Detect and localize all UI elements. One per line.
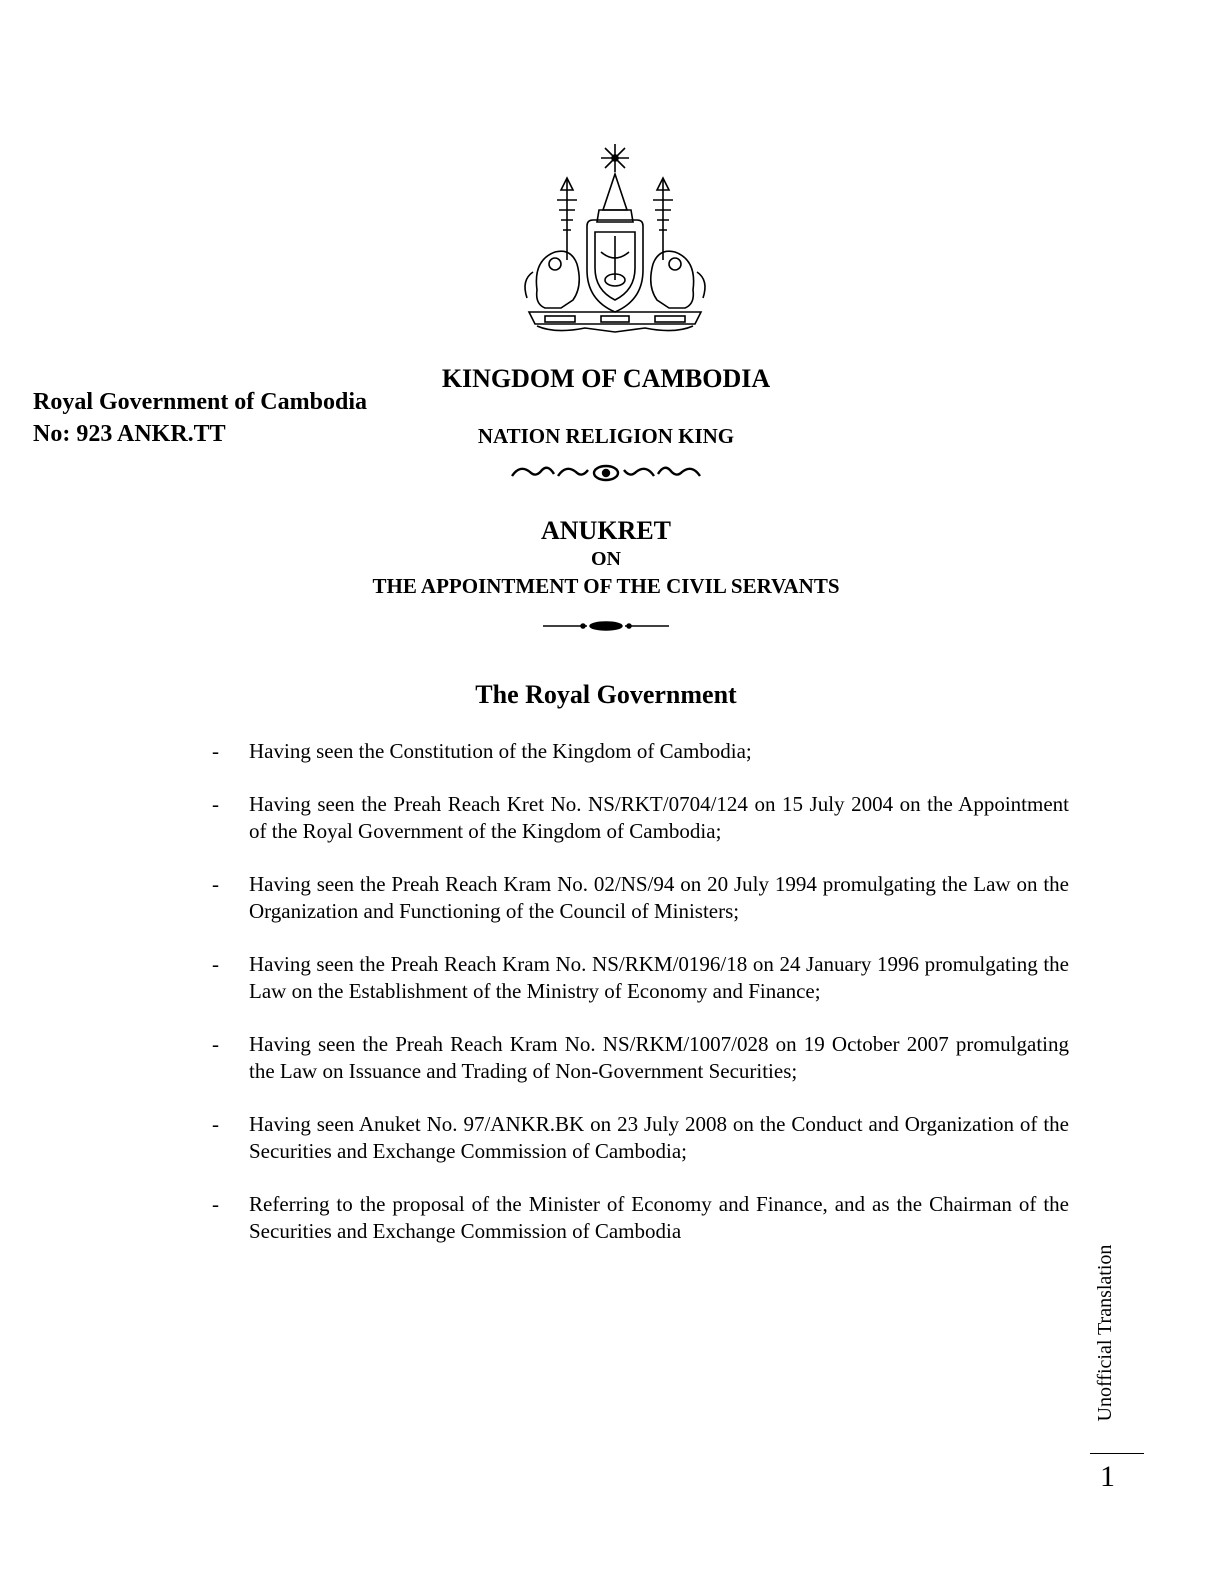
kingdom-title: KINGDOM OF CAMBODIA xyxy=(441,364,771,393)
list-item: - Having seen the Constitution of the Kingdom of Cambodia; xyxy=(212,739,752,763)
scroll-ornament-icon xyxy=(508,462,704,484)
line-ornament-icon xyxy=(543,620,669,632)
list-item: - Having seen Anuket No. 97/ANKR.BK on 23 July 2008 on the Conduct and Organization of the Securities and Exchange Commission of Cambodia; xyxy=(212,1112,1069,1163)
decree-on: ON xyxy=(591,548,621,570)
decree-type: ANUKRET xyxy=(540,516,671,545)
page-number: 1 xyxy=(1100,1460,1115,1493)
government-name: Royal Government of Cambodia xyxy=(33,389,367,415)
preamble-list xyxy=(212,738,1069,1271)
translation-note xyxy=(1090,1228,1140,1448)
list-item: - Having seen the Preah Reach Kram No. NS/RKM/1007/028 on 19 October 2007 promulgating the Law on Issuance and Trading of Non-Government Securities; xyxy=(212,1032,1069,1083)
national-motto: NATION RELIGION KING xyxy=(477,424,735,448)
decree-subject: THE APPOINTMENT OF THE CIVIL SERVANTS xyxy=(372,574,840,598)
list-item: - Having seen the Preah Reach Kret No. NS/RKT/0704/124 on 15 July 2004 on the Appointment of the Royal Government of the Kingdom of Cambodia; xyxy=(212,792,1069,843)
section-heading: The Royal Government xyxy=(475,680,737,709)
coat-of-arms-icon xyxy=(515,140,715,340)
list-item: - Referring to the proposal of the Minister of Economy and Finance, and as the Chairman of the Securities and Exchange Commission of Cambodia xyxy=(212,1192,1069,1243)
list-item: - Having seen the Preah Reach Kram No. NS/RKM/0196/18 on 24 January 1996 promulgating the Law on the Establishment of the Ministry of Economy and Finance; xyxy=(212,952,1069,1003)
side-label: Unofficial Translation xyxy=(1094,1244,1116,1422)
list-item: - Having seen the Preah Reach Kram No. 02/NS/94 on 20 July 1994 promulgating the Law on the Organization and Functioning of the Council of Ministers; xyxy=(212,872,1069,923)
document-number: No: 923 ANKR.TT xyxy=(33,421,226,447)
divider xyxy=(1090,1453,1144,1454)
